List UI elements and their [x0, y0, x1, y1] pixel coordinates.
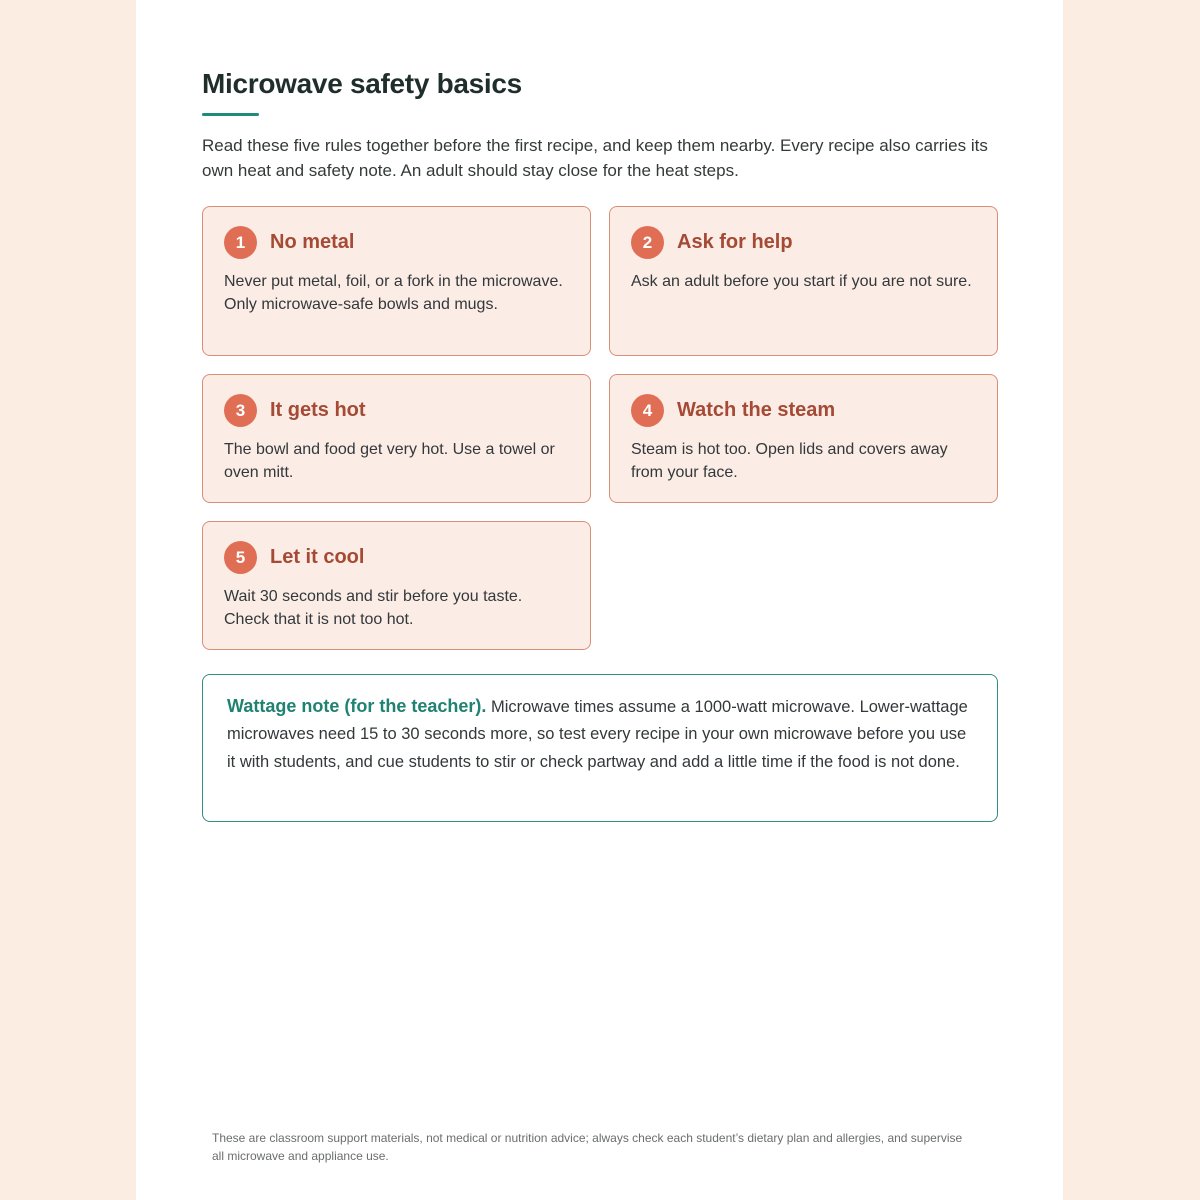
rule-card-it-gets-hot	[202, 374, 591, 503]
rule-body: Ask an adult before you start if you are not sure.	[631, 273, 972, 290]
rule-card-header	[631, 394, 835, 427]
rule-title: Let it cool	[270, 546, 365, 568]
page-title: Microwave safety basics	[202, 68, 522, 99]
wattage-note-text: Microwave times assume a 1000-watt microwave. Lower-wattage microwaves need 15 to 30 seconds more, so test every recipe in your own microwave before you use it with students, and cue students to stir or check partway and add a little time if the food is not done.	[227, 698, 968, 771]
rule-body: The bowl and food get very hot. Use a towel or oven mitt.	[224, 441, 555, 481]
rule-body: Wait 30 seconds and stir before you taste. Check that it is not too hot.	[224, 588, 523, 628]
rule-card-watch-the-steam	[609, 374, 998, 503]
rule-card-ask-for-help	[609, 206, 998, 356]
rule-body: Steam is hot too. Open lids and covers away from your face.	[631, 441, 948, 481]
intro-text: Read these five rules together before the first recipe, and keep them nearby. Every recipe also carries its own heat and safety note. An adult should stay close for the heat steps.	[202, 136, 988, 180]
wattage-note-box	[202, 674, 998, 822]
rule-body: Never put metal, foil, or a fork in the microwave. Only microwave-safe bowls and mugs.	[224, 273, 563, 313]
disclaimer-footer: These are classroom support materials, not medical or nutrition advice; always check each student’s dietary plan and allergies, and supervise all microwave and appliance use.	[212, 1131, 963, 1163]
rule-title: It gets hot	[270, 399, 366, 421]
rule-card-header	[224, 541, 364, 574]
title-underline	[202, 113, 259, 116]
rule-card-header	[224, 226, 354, 259]
rule-title: No metal	[270, 231, 355, 253]
rule-card-no-metal	[202, 206, 591, 356]
rule-number-badge: 2	[631, 226, 664, 259]
rule-title: Watch the steam	[677, 399, 836, 421]
page	[136, 0, 1063, 1200]
rule-number-badge: 3	[224, 394, 257, 427]
rule-card-header	[224, 394, 366, 427]
rule-number-badge: 5	[224, 541, 257, 574]
wattage-note-paragraph	[227, 693, 973, 776]
rule-number-badge: 4	[631, 394, 664, 427]
rule-card-let-it-cool	[202, 521, 591, 650]
rule-title: Ask for help	[677, 231, 793, 253]
wattage-note-lead: Wattage note (for the teacher).	[227, 696, 487, 716]
rule-card-header	[631, 226, 793, 259]
rule-number-badge: 1	[224, 226, 257, 259]
